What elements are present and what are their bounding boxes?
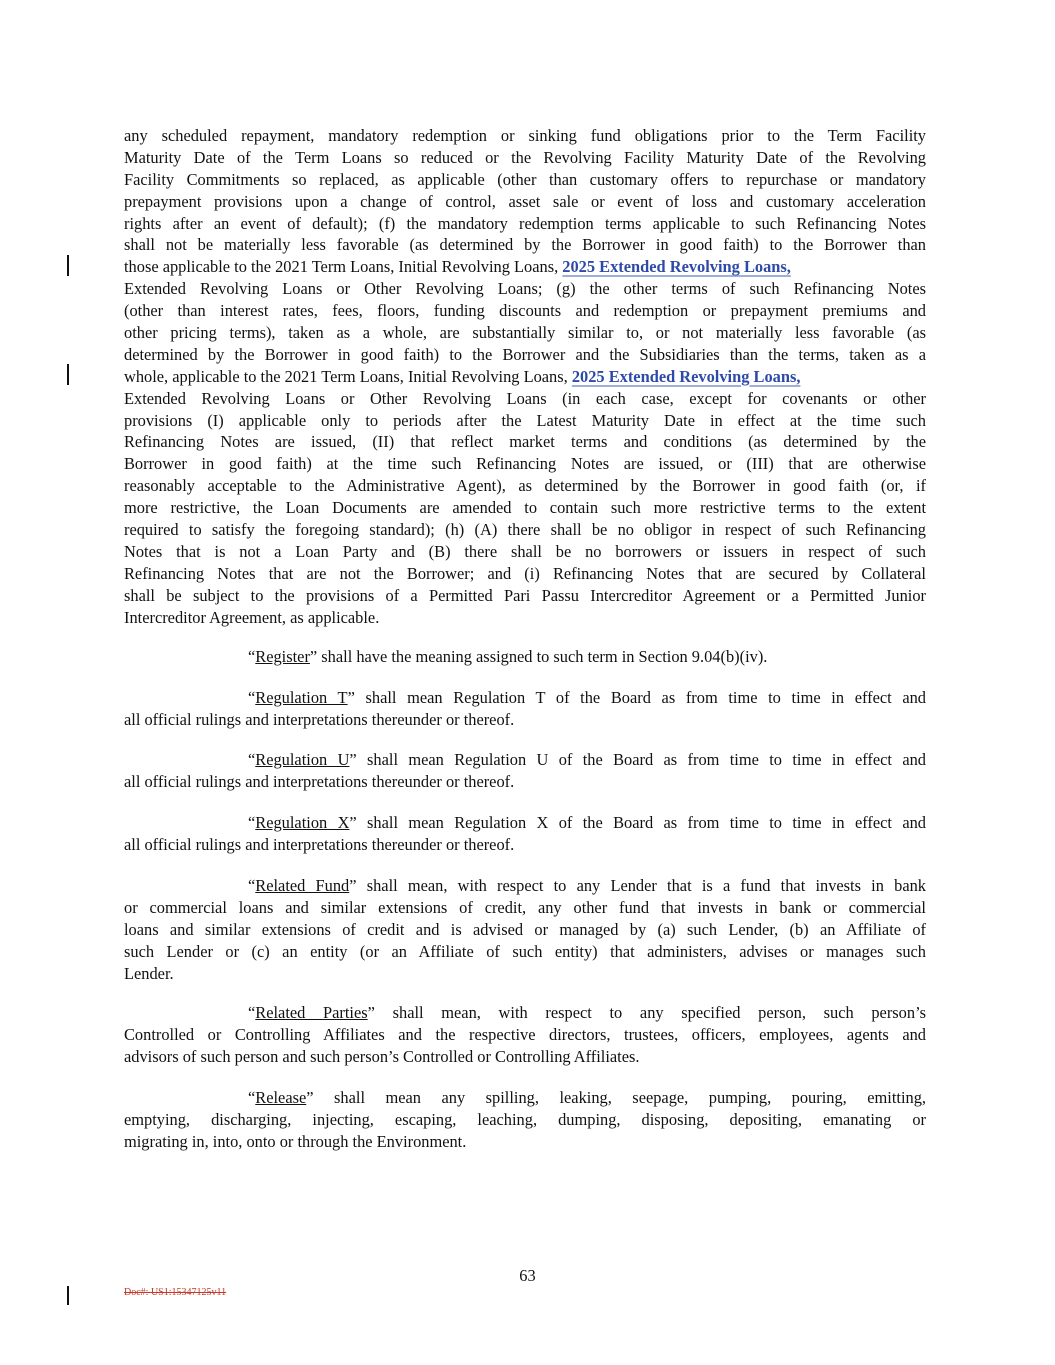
text-line: all official rulings and interpretations thereunder or thereof. <box>124 771 515 791</box>
text-line: Refinancing Notes that are not the Borrower; and (i) Refinancing Notes that are secured by Collateral <box>124 563 926 583</box>
defined-term: Related Fund <box>255 876 350 895</box>
text-line: emptying, discharging, injecting, escaping, leaching, dumping, disposing, depositing, emanating or <box>124 1109 926 1129</box>
defined-term: Register <box>255 647 310 666</box>
text-line: determined by the Borrower in good faith) to the Borrower and the Subsidiaries than the terms, taken as a <box>124 344 926 364</box>
quote-mark: ” <box>367 1003 375 1022</box>
defined-term: Related Parties <box>255 1003 368 1022</box>
quote-mark: “ <box>248 1088 256 1107</box>
change-bar <box>67 364 69 385</box>
text-line: Controlled or Controlling Affiliates and the respective directors, trustees, officers, employees, agents and <box>124 1024 926 1044</box>
text-segment: shall mean Regulation X of the Board as from time to time in effect and <box>356 813 926 832</box>
text-line: Borrower in good faith) at the time such Refinancing Notes are issued, or (III) that are otherwise <box>124 454 926 474</box>
text-segment: whole, applicable to the 2021 Term Loans, Initial Revolving Loans, <box>124 366 572 386</box>
text-line: Refinancing Notes are issued, (II) that reflect market terms and conditions (as determined by the <box>124 432 926 452</box>
text-line: more restrictive, the Loan Documents are amended to contain such more restrictive terms to the extent <box>124 498 926 518</box>
quote-mark: ” <box>306 1088 314 1107</box>
text-line: all official rulings and interpretations thereunder or thereof. <box>124 709 515 729</box>
text-line: reasonably acceptable to the Administrative Agent), as determined by the Borrower in good faith (or, if <box>124 476 926 496</box>
text-line <box>124 687 926 709</box>
definition-related-parties <box>124 1002 926 1068</box>
quote-mark: “ <box>248 876 256 895</box>
text-line: loans and similar extensions of credit and is advised or managed by (a) such Lender, (b) an Affiliate of <box>124 919 926 939</box>
definition-regulation-u <box>124 749 926 793</box>
text-line <box>124 1002 926 1024</box>
text-line: (other than interest rates, fees, floors, funding discounts and redemption or prepayment premiums and <box>124 301 926 321</box>
inserted-text: 2025 Extended Revolving Loans, <box>571 366 801 386</box>
definition-release <box>124 1087 926 1153</box>
page-number: 63 <box>519 1266 536 1285</box>
text-line: Intercreditor Agreement, as applicable. <box>124 607 380 627</box>
quote-mark: ” <box>347 688 355 707</box>
text-line: required to satisfy the foregoing standard); (h) (A) there shall be no obligor in respect of such Refinancing <box>124 520 926 540</box>
text-line: Facility Commitments so replaced, as applicable (other than customary offers to repurchase or mandatory <box>124 169 926 189</box>
definition-regulation-x <box>124 812 926 856</box>
text-segment: those applicable to the 2021 Term Loans, Initial Revolving Loans, <box>124 257 563 277</box>
text-segment: shall mean, with respect to any Lender that is a fund that invests in bank <box>356 876 926 895</box>
text-segment: shall mean any spilling, leaking, seepage, pumping, pouring, emitting, <box>313 1088 926 1107</box>
text-line: Extended Revolving Loans or Other Revolving Loans (in each case, except for covenants or other <box>124 388 926 408</box>
text-line <box>124 366 926 388</box>
definition-related-fund <box>124 875 926 984</box>
text-line: all official rulings and interpretations thereunder or thereof. <box>124 834 515 854</box>
text-line <box>124 875 926 897</box>
text-line: any scheduled repayment, mandatory redemption or sinking fund obligations prior to the Term Facility <box>124 126 926 145</box>
text-line: such Lender or (c) an entity (or an Affiliate of such entity) that administers, advises or manages such <box>124 941 926 961</box>
text-segment: shall mean Regulation T of the Board as from time to time in effect and <box>354 688 926 707</box>
quote-mark: ” <box>309 647 318 666</box>
inserted-text: 2025 Extended Revolving Loans, <box>562 257 791 277</box>
definition-register <box>124 646 926 668</box>
text-line: shall be subject to the provisions of a Permitted Pari Passu Intercreditor Agreement or a Permitted Junior <box>124 585 926 605</box>
text-line: Notes that is not a Loan Party and (B) there shall be no borrowers or issuers in respect of such <box>124 541 926 561</box>
text-line <box>124 646 926 668</box>
text-segment: shall mean, with respect to any specified person, such person’s <box>374 1003 926 1022</box>
change-bar <box>67 255 69 276</box>
text-line: shall not be materially less favorable (as determined by the Borrower in good faith) to the Borrower than <box>124 235 926 255</box>
quote-mark: ” <box>349 876 357 895</box>
text-line: or commercial loans and similar extensions of credit, any other fund that invests in bank or commercial <box>124 897 926 917</box>
quote-mark: “ <box>248 647 256 666</box>
text-line <box>124 812 926 834</box>
text-segment: shall have the meaning assigned to such term in Section 9.04(b)(iv). <box>317 647 768 666</box>
quote-mark: “ <box>248 688 256 707</box>
defined-term: Regulation T <box>255 688 348 707</box>
text-line: Lender. <box>124 963 174 983</box>
quote-mark: ” <box>349 813 357 832</box>
text-line <box>124 749 926 771</box>
footer-doc-id: Doc#: US1:15347125v11 <box>124 1287 227 1298</box>
change-bar <box>67 1286 69 1305</box>
text-line <box>124 256 926 278</box>
quote-mark: “ <box>248 813 256 832</box>
definition-regulation-t <box>124 687 926 731</box>
text-line: other pricing terms), taken as a whole, are substantially similar to, or not materially less favorable (as <box>124 323 926 343</box>
defined-term: Regulation U <box>255 750 350 769</box>
defined-term: Regulation X <box>255 813 350 832</box>
text-line: migrating in, into, onto or through the Environment. <box>124 1131 467 1151</box>
text-line: prepayment provisions upon a change of control, asset sale or event of loss and customary acceleration <box>124 191 926 211</box>
paragraph-refinancing-notes <box>124 125 926 628</box>
text-line: Extended Revolving Loans or Other Revolving Loans; (g) the other terms of such Refinancing Notes <box>124 279 926 299</box>
text-line: provisions (I) applicable only to periods after the Latest Maturity Date in effect at the time such <box>124 410 926 430</box>
quote-mark: ” <box>349 750 357 769</box>
quote-mark: “ <box>248 1003 256 1022</box>
defined-term: Release <box>255 1088 307 1107</box>
text-line: advisors of such person and such person’s Controlled or Controlling Affiliates. <box>124 1046 640 1066</box>
text-line <box>124 1087 926 1109</box>
text-line: rights after an event of default); (f) the mandatory redemption terms applicable to such Refinancing Notes <box>124 213 926 233</box>
quote-mark: “ <box>248 750 256 769</box>
text-line: Maturity Date of the Term Loans so reduced or the Revolving Facility Maturity Date of the Revolving <box>124 147 926 167</box>
text-segment: shall mean Regulation U of the Board as from time to time in effect and <box>356 750 926 769</box>
